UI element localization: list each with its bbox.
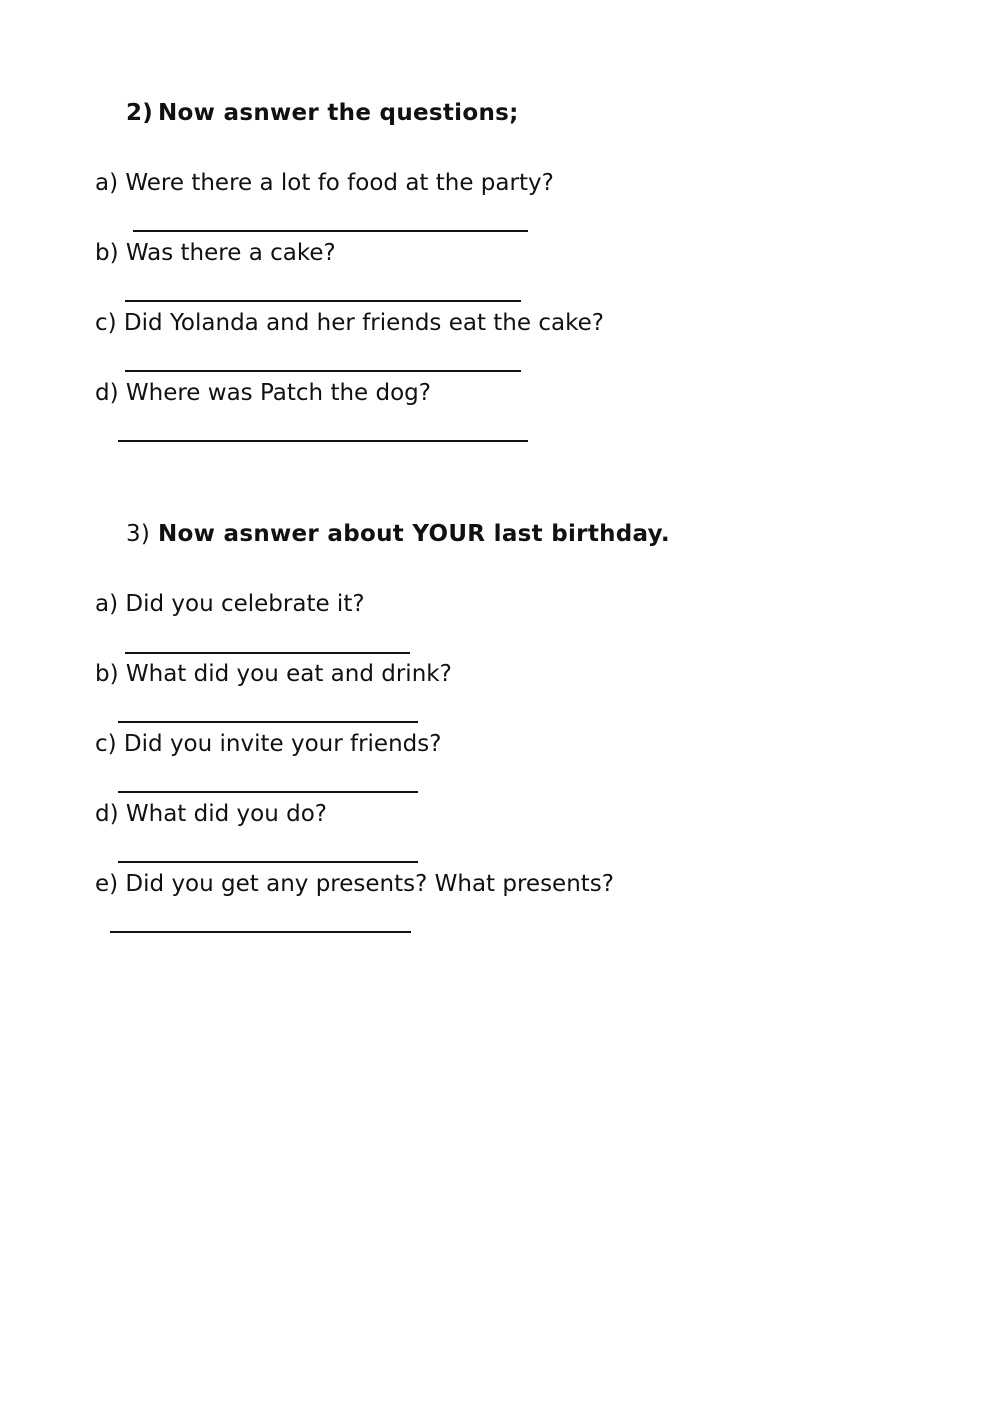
answer-line-2a[interactable]	[133, 230, 528, 232]
answer-line-2d[interactable]	[118, 440, 528, 442]
answer-line-2c[interactable]	[125, 370, 521, 372]
answer-line-2b[interactable]	[125, 300, 521, 302]
answer-line-3e[interactable]	[110, 931, 411, 933]
question-3c: c) Did you invite your friends?	[95, 731, 442, 757]
section-3-number: 3)	[126, 521, 151, 547]
question-3d: d) What did you do?	[95, 801, 327, 827]
section-2-heading	[126, 100, 519, 126]
answer-line-3b[interactable]	[118, 721, 418, 723]
question-2c: c) Did Yolanda and her friends eat the cake?	[95, 310, 604, 336]
section-2-title: Now asnwer the questions;	[158, 100, 519, 126]
section-2-number: 2)	[126, 100, 154, 126]
question-3e: e) Did you get any presents? What presents?	[95, 871, 614, 897]
answer-line-3c[interactable]	[118, 791, 418, 793]
question-2b: b) Was there a cake?	[95, 240, 336, 266]
answer-line-3d[interactable]	[118, 861, 418, 863]
section-3-title: Now asnwer about YOUR last birthday.	[158, 521, 670, 547]
question-2a: a) Were there a lot fo food at the party?	[95, 170, 554, 196]
section-3-heading	[126, 521, 670, 547]
question-3b: b) What did you eat and drink?	[95, 661, 452, 687]
answer-line-3a[interactable]	[125, 652, 410, 654]
question-3a: a) Did you celebrate it?	[95, 591, 365, 617]
question-2d: d) Where was Patch the dog?	[95, 380, 431, 406]
